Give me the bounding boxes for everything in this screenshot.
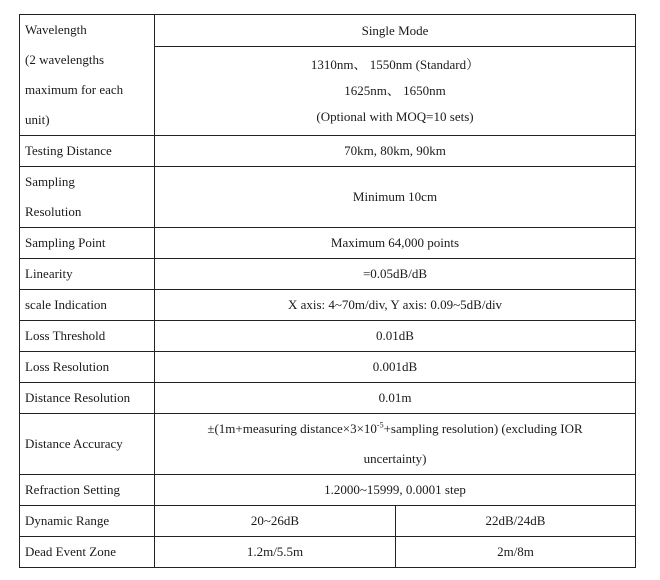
dead-event-zone-value-b: 2m/8m bbox=[396, 537, 636, 568]
wavelength-value-line: 1310nm、 1550nm (Standard） bbox=[310, 57, 480, 72]
dynamic-range-label: Dynamic Range bbox=[20, 506, 155, 537]
distance-accuracy-exponent: -5 bbox=[376, 420, 384, 430]
wavelength-label-line: maximum for each bbox=[25, 82, 124, 97]
wavelength-value-line: (Optional with MOQ=10 sets) bbox=[316, 109, 474, 124]
sampling-resolution-label-line: Sampling bbox=[25, 174, 75, 189]
distance-accuracy-formula: ±(1m+measuring distance×3×10 bbox=[207, 421, 377, 436]
wavelength-value-line: 1625nm、 1650nm bbox=[344, 83, 446, 98]
sampling-point-label: Sampling Point bbox=[20, 228, 155, 259]
linearity-label: Linearity bbox=[20, 259, 155, 290]
table-row-refraction-setting bbox=[20, 475, 636, 506]
table-row-loss-resolution bbox=[20, 352, 636, 383]
scale-indication-label: scale Indication bbox=[20, 290, 155, 321]
distance-accuracy-value bbox=[155, 414, 636, 475]
table-row-wavelength bbox=[20, 15, 636, 47]
dynamic-range-value-a: 20~26dB bbox=[155, 506, 396, 537]
refraction-setting-label: Refraction Setting bbox=[20, 475, 155, 506]
testing-distance-value: 70km, 80km, 90km bbox=[155, 136, 636, 167]
sampling-resolution-value: Minimum 10cm bbox=[155, 167, 636, 228]
distance-resolution-label: Distance Resolution bbox=[20, 383, 155, 414]
dead-event-zone-value-a: 1.2m/5.5m bbox=[155, 537, 396, 568]
refraction-setting-value: 1.2000~15999, 0.0001 step bbox=[155, 475, 636, 506]
table-row-testing-distance bbox=[20, 136, 636, 167]
loss-resolution-value: 0.001dB bbox=[155, 352, 636, 383]
table-row-distance-resolution bbox=[20, 383, 636, 414]
scale-indication-value: X axis: 4~70m/div, Y axis: 0.09~5dB/div bbox=[155, 290, 636, 321]
table-row-dead-event-zone bbox=[20, 537, 636, 568]
wavelength-label bbox=[20, 15, 155, 136]
wavelength-values bbox=[155, 47, 636, 136]
distance-resolution-value: 0.01m bbox=[155, 383, 636, 414]
loss-threshold-value: 0.01dB bbox=[155, 321, 636, 352]
loss-resolution-label: Loss Resolution bbox=[20, 352, 155, 383]
loss-threshold-label: Loss Threshold bbox=[20, 321, 155, 352]
sampling-resolution-label bbox=[20, 167, 155, 228]
distance-accuracy-line-2: uncertainty) bbox=[363, 451, 427, 466]
table-row-loss-threshold bbox=[20, 321, 636, 352]
table-row-sampling-point bbox=[20, 228, 636, 259]
sampling-point-value: Maximum 64,000 points bbox=[155, 228, 636, 259]
table-row-linearity bbox=[20, 259, 636, 290]
wavelength-label-line: (2 wavelengths bbox=[25, 52, 105, 67]
table-row-dynamic-range bbox=[20, 506, 636, 537]
table-row-distance-accuracy bbox=[20, 414, 636, 475]
distance-accuracy-formula-tail: +sampling resolution) (excluding IOR bbox=[383, 421, 583, 436]
sampling-resolution-label-line: Resolution bbox=[25, 204, 82, 219]
wavelength-label-line: Wavelength bbox=[25, 22, 87, 37]
testing-distance-label: Testing Distance bbox=[20, 136, 155, 167]
table-row-scale-indication bbox=[20, 290, 636, 321]
wavelength-mode: Single Mode bbox=[155, 15, 636, 47]
wavelength-label-line: unit) bbox=[25, 112, 50, 127]
linearity-value: =0.05dB/dB bbox=[155, 259, 636, 290]
dynamic-range-value-b: 22dB/24dB bbox=[396, 506, 636, 537]
distance-accuracy-line-1 bbox=[160, 414, 630, 444]
table-row-sampling-resolution bbox=[20, 167, 636, 228]
dead-event-zone-label: Dead Event Zone bbox=[20, 537, 155, 568]
specification-table bbox=[19, 14, 636, 568]
distance-accuracy-label: Distance Accuracy bbox=[20, 414, 155, 475]
